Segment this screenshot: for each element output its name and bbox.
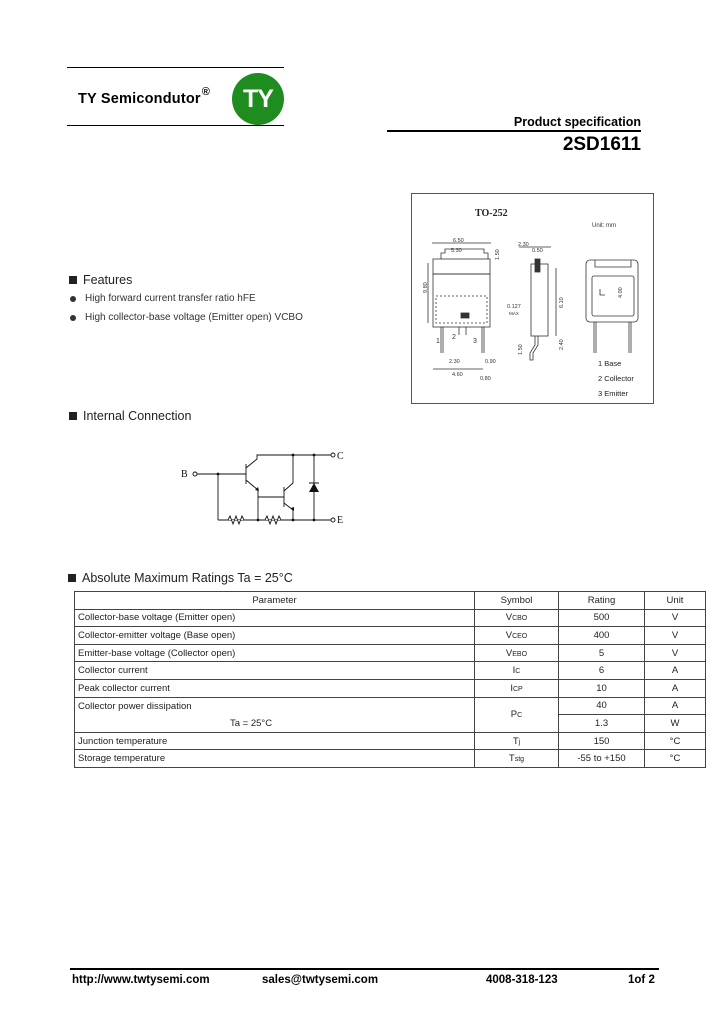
ratings-heading: Absolute Maximum Ratings Ta = 25°C xyxy=(68,571,293,585)
square-bullet-icon xyxy=(69,276,77,284)
table-row: Emitter-base voltage (Collector open) VEBO 5 V xyxy=(75,644,706,662)
footer-page-number: 1of 2 xyxy=(628,974,655,986)
bullet-icon xyxy=(70,296,76,302)
svg-text:0.50: 0.50 xyxy=(532,248,543,254)
package-name: TO-252 xyxy=(475,208,508,219)
svg-text:6.10: 6.10 xyxy=(559,297,565,308)
absolute-max-ratings-table xyxy=(74,591,706,768)
table-row: Collector power dissipation PC 40 A xyxy=(75,697,706,715)
svg-text:6.50: 6.50 xyxy=(453,238,464,244)
svg-text:2.30: 2.30 xyxy=(518,242,529,248)
svg-text:0.90: 0.90 xyxy=(485,359,496,365)
brand-name: TY Semicondutor® xyxy=(78,86,211,107)
square-bullet-icon xyxy=(68,574,76,582)
svg-text:4.60: 4.60 xyxy=(452,372,463,378)
table-row: Collector current IC 6 A xyxy=(75,662,706,680)
ty-logo: TY xyxy=(232,73,284,125)
darlington-schematic xyxy=(178,445,353,535)
table-row: Collector-emitter voltage (Base open) VCEO 400 V xyxy=(75,627,706,645)
svg-text:2: 2 xyxy=(452,334,456,341)
header-bottom-rule xyxy=(67,125,284,126)
svg-text:1.50: 1.50 xyxy=(518,344,524,355)
table-row: Peak collector current ICP 10 A xyxy=(75,679,706,697)
svg-text:MAX: MAX xyxy=(509,311,519,316)
feature-item: High forward current transfer ratio hFE xyxy=(70,293,256,304)
svg-text:3: 3 xyxy=(473,338,477,345)
footer-rule xyxy=(70,968,659,970)
part-number: 2SD1611 xyxy=(562,134,641,155)
svg-text:4.00: 4.00 xyxy=(618,287,624,298)
pin-label-base: 1 Base xyxy=(598,359,622,368)
footer-email-link[interactable]: sales@twtysemi.com xyxy=(262,974,379,986)
registered-mark: ® xyxy=(201,86,211,98)
table-header-row: Parameter Symbol Rating Unit xyxy=(75,592,706,610)
terminal-b-label: B xyxy=(181,469,188,480)
table-row: Storage temperature Tstg -55 to +150 °C xyxy=(75,750,706,768)
product-specification-label: Product specification xyxy=(513,115,641,129)
svg-text:9.80: 9.80 xyxy=(423,282,429,293)
package-outline-drawing xyxy=(411,193,654,404)
terminal-e-label: E xyxy=(337,515,344,526)
table-row: Junction temperature Tj 150 °C xyxy=(75,732,706,750)
svg-text:2.40: 2.40 xyxy=(559,339,565,350)
terminal-c-label: C xyxy=(337,451,344,462)
svg-text:0.127: 0.127 xyxy=(507,304,521,310)
features-title: Features xyxy=(83,273,133,287)
svg-text:0.80: 0.80 xyxy=(480,376,491,382)
svg-text:5.30: 5.30 xyxy=(451,248,462,254)
header-top-rule xyxy=(67,67,284,68)
svg-text:1.50: 1.50 xyxy=(495,249,501,260)
spec-rule xyxy=(387,130,641,132)
internal-connection-heading: Internal Connection xyxy=(69,409,191,423)
pin-label-collector: 2 Collector xyxy=(598,374,634,383)
footer-phone: 4008-318-123 xyxy=(486,974,558,986)
bullet-icon xyxy=(70,315,76,321)
pin-label-emitter: 3 Emitter xyxy=(598,389,629,398)
table-row: Ta = 25°C 1.3 W xyxy=(75,715,706,733)
unit-label: Unit: mm xyxy=(592,223,616,229)
square-bullet-icon xyxy=(69,412,77,420)
table-row: Collector-base voltage (Emitter open) VCBO 500 V xyxy=(75,609,706,627)
svg-text:2.30: 2.30 xyxy=(449,359,460,365)
svg-text:1: 1 xyxy=(436,338,440,345)
footer-website-link[interactable]: http://www.twtysemi.com xyxy=(72,974,210,986)
feature-item: High collector-base voltage (Emitter open) VCBO xyxy=(70,312,303,323)
features-heading xyxy=(69,273,132,287)
